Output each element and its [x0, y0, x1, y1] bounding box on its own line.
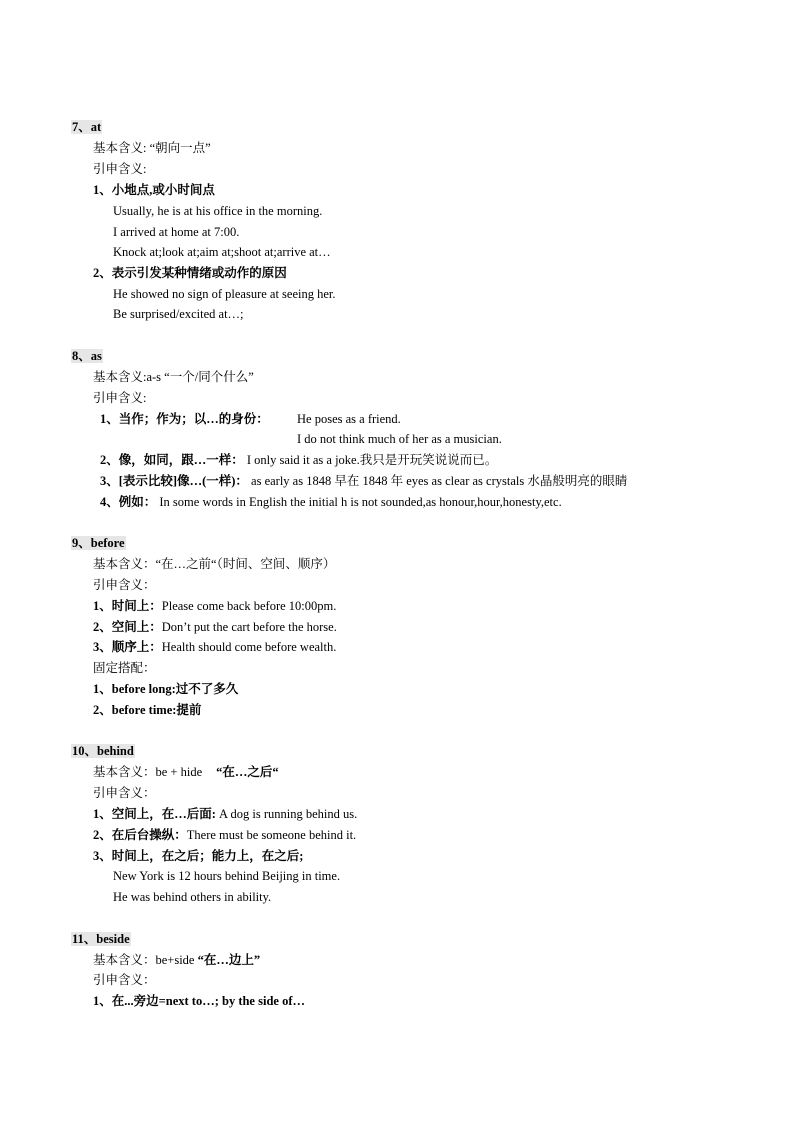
section-heading-beside: 11、beside [72, 932, 130, 946]
usage-item: 3、顺序上：Health should come before wealth. [93, 640, 337, 654]
example-sentence: Usually, he is at his office in the morning. [113, 204, 323, 218]
usage-item: 1、当作；作为；以…的身份： [100, 412, 269, 426]
collocation-item: 2、before time:提前 [93, 703, 202, 717]
section-heading-at: 7、at [72, 120, 102, 134]
example-sentence: as early as 1848 早在 1848 年 eyes as clear as crystals 水晶般明亮的眼睛 [251, 474, 628, 488]
usage-item: 2、空间上：Don’t put the cart before the horse. [93, 620, 337, 634]
example-sentence: A dog is running behind us. [219, 807, 358, 821]
example-sentence: There must be someone behind it. [186, 828, 357, 842]
example-sentence: I only said it as a joke.我只是开玩笑说说而已。 [246, 453, 498, 467]
collocation-item: 1、before long:过不了多久 [93, 682, 239, 696]
usage-item: 1、时间上：Please come back before 10:00pm. [93, 599, 337, 613]
example-sentence: Be surprised/excited at…; [113, 307, 244, 321]
extended-meaning-label: 引申含义： [93, 578, 156, 592]
example-sentence: Please come back before 10:00pm. [161, 599, 337, 613]
example-sentence: I arrived at home at 7:00. [113, 225, 240, 239]
example-sentence: Knock at;look at;aim at;shoot at;arrive at… [113, 245, 331, 259]
usage-item: 3、时间上，在之后；能力上，在之后; [93, 849, 304, 863]
basic-meaning: 基本含义：be+side “在…边上” [93, 953, 261, 967]
usage-item: 3、[表示比较]像…(一样)： as early as 1848 早在 1848 年 eyes as clear as crystals 水晶般明亮的眼睛 [100, 474, 628, 488]
usage-item: 1、空间上，在…后面: A dog is running behind us. [93, 807, 358, 821]
extended-meaning-label: 引申含义： [93, 973, 156, 987]
example-sentence: He was behind others in ability. [113, 890, 272, 904]
usage-item: 2、在后台操纵：There must be someone behind it. [93, 828, 357, 842]
usage-item: 1、在...旁边=next to…; by the side of… [93, 994, 305, 1008]
example-sentence: Health should come before wealth. [161, 640, 337, 654]
section-heading-behind: 10、behind [72, 744, 134, 758]
usage-item: 1、小地点,或小时间点 [93, 183, 215, 197]
usage-item: 4、例如： In some words in English the initial h is not sounded,as honour,hour,honesty,etc. [100, 495, 562, 509]
extended-meaning-label: 引申含义： [93, 786, 156, 800]
basic-meaning: 基本含义: “朝向一点” [93, 141, 211, 155]
example-sentence: He poses as a friend. [297, 412, 401, 426]
basic-meaning: 基本含义：be + hide “在…之后“ [93, 765, 279, 779]
extended-meaning-label: 引申含义: [93, 391, 147, 405]
example-sentence: In some words in English the initial h is not sounded,as honour,hour,honesty,etc. [159, 495, 562, 509]
section-heading-before: 9、before [72, 536, 125, 550]
section-heading-as: 8、as [72, 349, 102, 363]
usage-item: 2、表示引发某种情绪或动作的原因 [93, 266, 287, 280]
example-sentence: I do not think much of her as a musician. [297, 432, 502, 446]
example-sentence: New York is 12 hours behind Beijing in time. [113, 869, 341, 883]
example-sentence: Don’t put the cart before the horse. [161, 620, 337, 634]
usage-item: 2、像，如同，跟…一样： I only said it as a joke.我只是开玩笑说说而已。 [100, 453, 498, 467]
extended-meaning-label: 引申含义: [93, 162, 147, 176]
basic-meaning: 基本含义：“在…之前“（时间、空间、顺序） [93, 557, 336, 571]
example-sentence: He showed no sign of pleasure at seeing her. [113, 287, 336, 301]
basic-meaning: 基本含义:a-s “一个/同个什么” [93, 370, 254, 384]
fixed-collocation-label: 固定搭配： [93, 661, 156, 675]
